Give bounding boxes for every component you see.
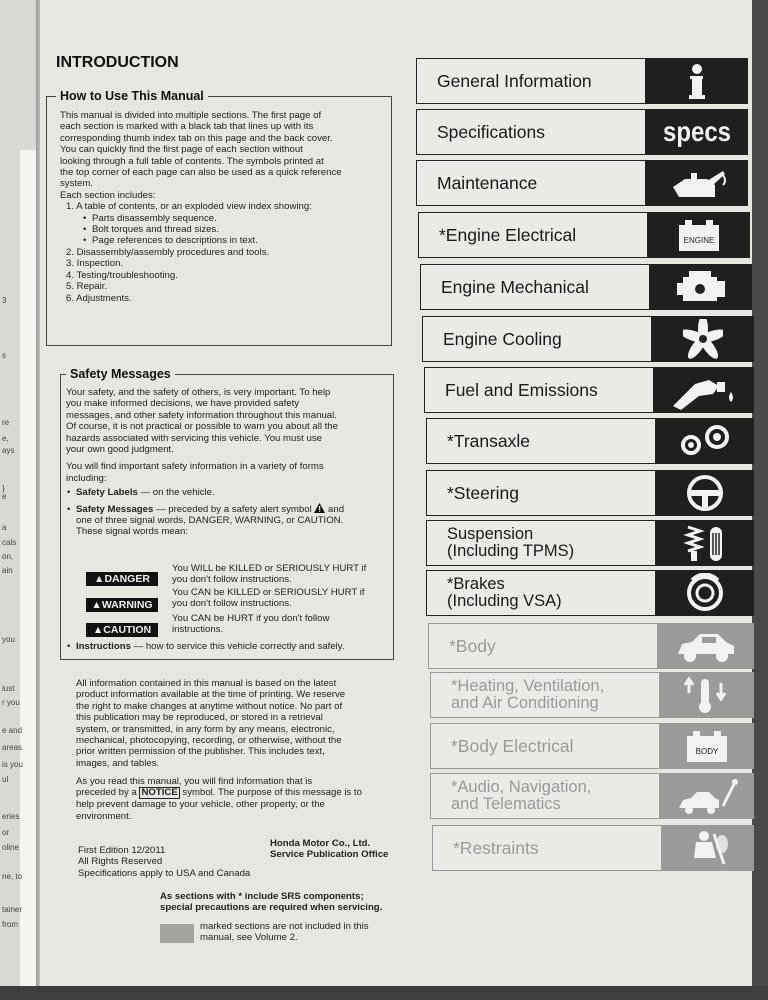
- section-tab[interactable]: [432, 825, 662, 871]
- antenna-car-icon: [675, 776, 739, 816]
- svg-text:ENGINE: ENGINE: [683, 236, 715, 245]
- page-title: INTRODUCTION: [56, 54, 179, 71]
- section-tab[interactable]: [420, 264, 650, 310]
- sub-list-item: • Parts disassembly sequence.: [78, 213, 342, 224]
- section-thumb-index[interactable]: [646, 109, 748, 155]
- section-thumb-index[interactable]: [646, 160, 748, 206]
- previous-page-fragment: you: [2, 635, 15, 644]
- previous-page-fragment: cals: [2, 538, 17, 547]
- warning-text: You CAN be KILLED or SERIOUSLY HURT if you don't follow instructions.: [172, 587, 365, 610]
- text-line: hazards associated with servicing this vehicle. You must use: [66, 432, 322, 444]
- previous-page-fragment: ain: [2, 566, 13, 575]
- safety-messages-item: • Safety Messages — preceded by a safety alert symbol and: [66, 503, 344, 515]
- fan-icon: [683, 319, 723, 359]
- list-item: 5. Repair.: [66, 281, 108, 293]
- section-tab[interactable]: [428, 623, 658, 669]
- previous-page-fragment: re: [2, 418, 10, 427]
- section-thumb-index[interactable]: [660, 773, 754, 819]
- brake-disc-icon: [685, 573, 725, 613]
- text-line: Your safety, and the safety of others, is very important. To help: [66, 387, 331, 398]
- section-label: *Transaxle: [447, 431, 530, 451]
- previous-page-fragment: 3: [2, 296, 7, 305]
- alert-triangle-icon: [314, 503, 325, 513]
- car-body-icon: [674, 628, 738, 664]
- section-thumb-index[interactable]: [652, 316, 754, 362]
- previous-page-fragment: ul: [2, 775, 9, 784]
- how-to-use-body: [60, 110, 342, 304]
- text-line: You will find important safety information in a variety of forms: [66, 461, 324, 473]
- info-icon: [677, 61, 717, 101]
- previous-page-fragment: r you: [2, 698, 20, 707]
- section-label: *Engine Electrical: [439, 225, 577, 245]
- list-item: 4. Testing/troubleshooting.: [66, 269, 178, 281]
- sub-list-item: • Page references to descriptions in text.: [78, 235, 342, 246]
- section-thumb-index[interactable]: [662, 825, 754, 871]
- section-tab[interactable]: [422, 316, 652, 362]
- section-thumb-index[interactable]: [650, 264, 752, 310]
- section-thumb-index[interactable]: [656, 570, 754, 616]
- body-battery-icon: [685, 728, 729, 764]
- svg-text:specs: specs: [662, 117, 732, 147]
- text-line: the top corner of each page can also be used as a quick reference: [60, 167, 342, 179]
- text-line: your own good judgment.: [66, 444, 174, 456]
- airbag-icon: [686, 828, 730, 868]
- section-thumb-index[interactable]: [656, 418, 754, 464]
- text-line: corresponding thumb index tab on this page and the back cover.: [60, 132, 333, 144]
- text-line: one of three signal words, DANGER, WARNING, or CAUTION.: [76, 515, 344, 527]
- section-thumb-index[interactable]: [648, 212, 750, 258]
- previous-page-fragment: eries: [2, 812, 20, 821]
- edition-info: First Edition 12/2011 All Rights Reserved Specifications apply to USA and Canada: [78, 845, 251, 879]
- previous-page-fragment: e and: [2, 726, 23, 735]
- table-surface: [0, 986, 768, 1000]
- section-tab[interactable]: [430, 672, 660, 718]
- hvac-icon: [679, 675, 735, 715]
- text-line: These signal words mean:: [76, 526, 188, 538]
- caution-text: You CAN be HURT if you don't follow instructions.: [172, 613, 330, 636]
- section-tab[interactable]: [416, 160, 646, 206]
- section-tab[interactable]: [416, 109, 646, 155]
- section-thumb-index[interactable]: [656, 520, 754, 566]
- oil-can-icon: [665, 163, 729, 203]
- text-line: Of course, it is not practical or possible to warn you about all the: [66, 421, 338, 433]
- steering-wheel-icon: [685, 473, 725, 513]
- section-tab[interactable]: [426, 418, 656, 464]
- section-label: Suspension (Including TPMS): [447, 525, 575, 560]
- shock-absorber-icon: [680, 523, 730, 563]
- svg-text:BODY: BODY: [695, 747, 719, 756]
- previous-page-fragment: }: [2, 484, 5, 493]
- previous-page-strip: [20, 150, 36, 990]
- warning-label: ▲WARNING: [86, 598, 158, 612]
- previous-page-fragment: iust: [2, 684, 15, 693]
- section-label: Maintenance: [437, 173, 538, 193]
- previous-page-fragment: is you: [2, 760, 23, 769]
- section-tab[interactable]: [426, 470, 656, 516]
- safety-title: Safety Messages: [66, 367, 175, 381]
- previous-page-fragment: s: [2, 351, 6, 360]
- text-line: Each section includes:: [60, 189, 156, 201]
- gray-note: marked sections are not included in this manual, see Volume 2.: [200, 921, 369, 944]
- section-thumb-index[interactable]: [658, 623, 754, 669]
- text-line: prior written permission of the publisher. This includes text,: [76, 746, 325, 758]
- section-tab[interactable]: [426, 570, 656, 616]
- section-tab[interactable]: [430, 773, 660, 819]
- section-label: *Heating, Ventilation, and Air Conditioning: [451, 677, 605, 712]
- notice-symbol: NOTICE: [141, 787, 178, 799]
- previous-page-fragment: a: [2, 523, 7, 532]
- legal-notice: [76, 678, 345, 769]
- list-item: 3. Inspection.: [66, 258, 124, 270]
- text-line: messages, and other safety information throughout this manual.: [66, 409, 337, 421]
- previous-page-fragment: areas: [2, 743, 23, 752]
- previous-page-fragment: ays: [2, 446, 15, 455]
- text-line: you make informed decisions, we have provided safety: [66, 398, 300, 410]
- section-label: *Audio, Navigation, and Telematics: [451, 778, 592, 813]
- list-item: 6. Adjustments.: [66, 292, 132, 304]
- caution-label: ▲CAUTION: [86, 623, 158, 637]
- section-tab[interactable]: [416, 58, 646, 104]
- section-label: Engine Mechanical: [441, 277, 589, 297]
- danger-label: ▲DANGER: [86, 572, 158, 586]
- previous-page-fragment: tainer: [2, 905, 23, 914]
- previous-page-fragment: or: [2, 828, 10, 837]
- text-line: You can quickly find the first page of each section without: [60, 144, 303, 156]
- text-line: images, and tables.: [76, 757, 160, 769]
- section-thumb-index[interactable]: [654, 367, 754, 413]
- section-thumb-index[interactable]: [656, 470, 754, 516]
- section-label: General Information: [437, 71, 592, 91]
- battery-icon: [677, 217, 721, 253]
- section-tab[interactable]: [424, 367, 654, 413]
- text-line: All information contained in this manual is based on the latest: [76, 678, 337, 689]
- section-label: Fuel and Emissions: [445, 380, 598, 400]
- section-thumb-index[interactable]: [646, 58, 748, 104]
- list-item: 1. A table of contents, or an exploded view index showing:: [66, 201, 312, 213]
- section-label: *Body Electrical: [451, 736, 574, 756]
- previous-page-fragment: e,: [2, 434, 9, 443]
- previous-page-fragment: ne, to: [2, 872, 23, 881]
- text-line: each section is marked with a black tab that lines up with its: [60, 121, 314, 133]
- text-line: including:: [66, 472, 107, 484]
- specs-icon: [662, 117, 732, 147]
- gray-swatch: [160, 924, 194, 943]
- section-label: Specifications: [437, 122, 545, 142]
- notice-paragraph: As you read this manual, you will find information that is preceded by a NOTICE symbol. The purpose of this message is to help prevent damage to your vehicle, other property, or the environment.: [76, 776, 362, 822]
- text-line: looking through a full table of contents. The symbols printed at: [60, 155, 324, 167]
- previous-page-fragment: e: [2, 492, 7, 501]
- sub-list-item: • Bolt torques and thread sizes.: [78, 224, 342, 235]
- danger-text: You WILL be KILLED or SERIOUSLY HURT if you don't follow instructions.: [172, 563, 367, 586]
- srs-note: As sections with * include SRS components; special precautions are required when servicing.: [160, 891, 383, 914]
- how-to-use-title: How to Use This Manual: [56, 89, 208, 103]
- section-label: Engine Cooling: [443, 329, 562, 349]
- list-item: 2. Disassembly/assembly procedures and tools.: [66, 246, 270, 258]
- gears-icon: [673, 421, 737, 461]
- safety-labels-item: • Safety Labels — on the vehicle.: [66, 487, 344, 498]
- section-tab[interactable]: [418, 212, 648, 258]
- publisher-info: Honda Motor Co., Ltd. Service Publication Office: [270, 838, 389, 861]
- section-label: *Body: [449, 636, 496, 656]
- text-line: system.: [60, 178, 94, 190]
- text-line: product information available at the time of printing. We reserve: [76, 689, 346, 701]
- text-line: the right to make changes at anytime without notice. No part of: [76, 700, 343, 712]
- section-label: *Steering: [447, 483, 519, 503]
- fuel-nozzle-icon: [669, 370, 739, 410]
- section-label: *Brakes (Including VSA): [447, 575, 562, 610]
- section-thumb-index[interactable]: [660, 672, 754, 718]
- section-tab[interactable]: [426, 520, 656, 566]
- engine-icon: [673, 267, 729, 307]
- section-label: *Restraints: [453, 838, 539, 858]
- previous-page-fragment: oline: [2, 843, 19, 852]
- instructions-item: • Instructions — how to service this vehicle correctly and safely.: [66, 641, 345, 652]
- text-line: system, or transmitted, in any form by any means, electronic,: [76, 723, 335, 735]
- section-tab[interactable]: [430, 723, 660, 769]
- text-line: This manual is divided into multiple sections. The first page of: [60, 110, 322, 121]
- previous-page-fragment: on,: [2, 552, 14, 561]
- previous-page-fragment: from: [2, 920, 18, 929]
- text-line: mechanical, photocopying, recording, or otherwise, without the: [76, 735, 342, 747]
- section-thumb-index[interactable]: [660, 723, 754, 769]
- safety-body: [66, 387, 344, 538]
- text-line: this publication may be reproduced, or stored in a retrieval: [76, 712, 323, 724]
